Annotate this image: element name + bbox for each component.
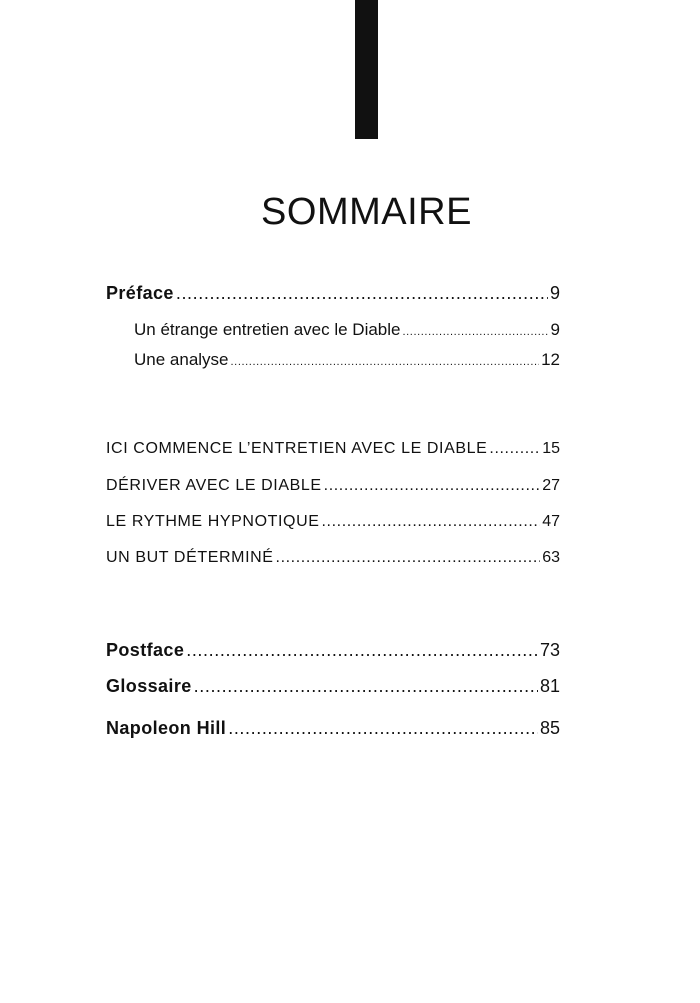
toc-entry-label: Une analyse — [134, 350, 229, 369]
page-title: SOMMAIRE — [261, 191, 472, 234]
toc-entry-postface[interactable] — [106, 640, 560, 661]
toc-entry-label: Un étrange entretien avec le Diable — [134, 320, 401, 339]
dot-leader — [176, 283, 548, 304]
toc-entry-label: ICI COMMENCE L’ENTRETIEN AVEC LE DIABLE — [106, 440, 488, 457]
toc-entry-label: Napoleon Hill — [106, 718, 227, 738]
toc-entry-label: DÉRIVER AVEC LE DIABLE — [106, 477, 322, 494]
decorative-bar — [355, 0, 378, 139]
toc-entry-chapter-4[interactable] — [106, 549, 560, 567]
toc-entry-preface[interactable] — [106, 283, 560, 304]
dot-leader — [186, 640, 538, 661]
dot-leader — [228, 718, 538, 739]
dot-leader — [403, 326, 549, 338]
dot-leader — [324, 477, 541, 495]
toc-entry-page: 12 — [541, 350, 560, 369]
toc-entry-label: Glossaire — [106, 676, 192, 696]
dot-leader — [276, 549, 541, 567]
dot-leader — [231, 356, 540, 368]
toc-entry-page: 15 — [542, 440, 560, 457]
toc-entry-page: 9 — [549, 283, 560, 303]
dot-leader — [194, 676, 538, 697]
toc-entry-label: UN BUT DÉTERMINÉ — [106, 549, 274, 566]
toc-entry-entretien[interactable] — [134, 320, 560, 340]
toc-entry-chapter-1[interactable] — [106, 440, 560, 458]
toc-entry-page: 73 — [539, 640, 560, 660]
toc-entry-label: Préface — [106, 283, 174, 303]
toc-entry-page: 81 — [539, 676, 560, 696]
toc-entry-chapter-2[interactable] — [106, 477, 560, 495]
toc-entry-page: 9 — [550, 320, 560, 339]
toc-entry-glossaire[interactable] — [106, 676, 560, 697]
toc-entry-analyse[interactable] — [134, 350, 560, 370]
toc-entry-chapter-3[interactable] — [106, 513, 560, 531]
toc-entry-page: 27 — [542, 477, 560, 494]
toc-entry-page: 85 — [539, 718, 560, 738]
toc-entry-napoleon-hill[interactable] — [106, 718, 560, 739]
toc-entry-page: 63 — [542, 549, 560, 566]
toc-entry-page: 47 — [542, 513, 560, 530]
dot-leader — [322, 513, 541, 531]
dot-leader — [489, 440, 540, 458]
toc-entry-label: Postface — [106, 640, 185, 660]
toc-entry-label: LE RYTHME HYPNOTIQUE — [106, 513, 320, 530]
